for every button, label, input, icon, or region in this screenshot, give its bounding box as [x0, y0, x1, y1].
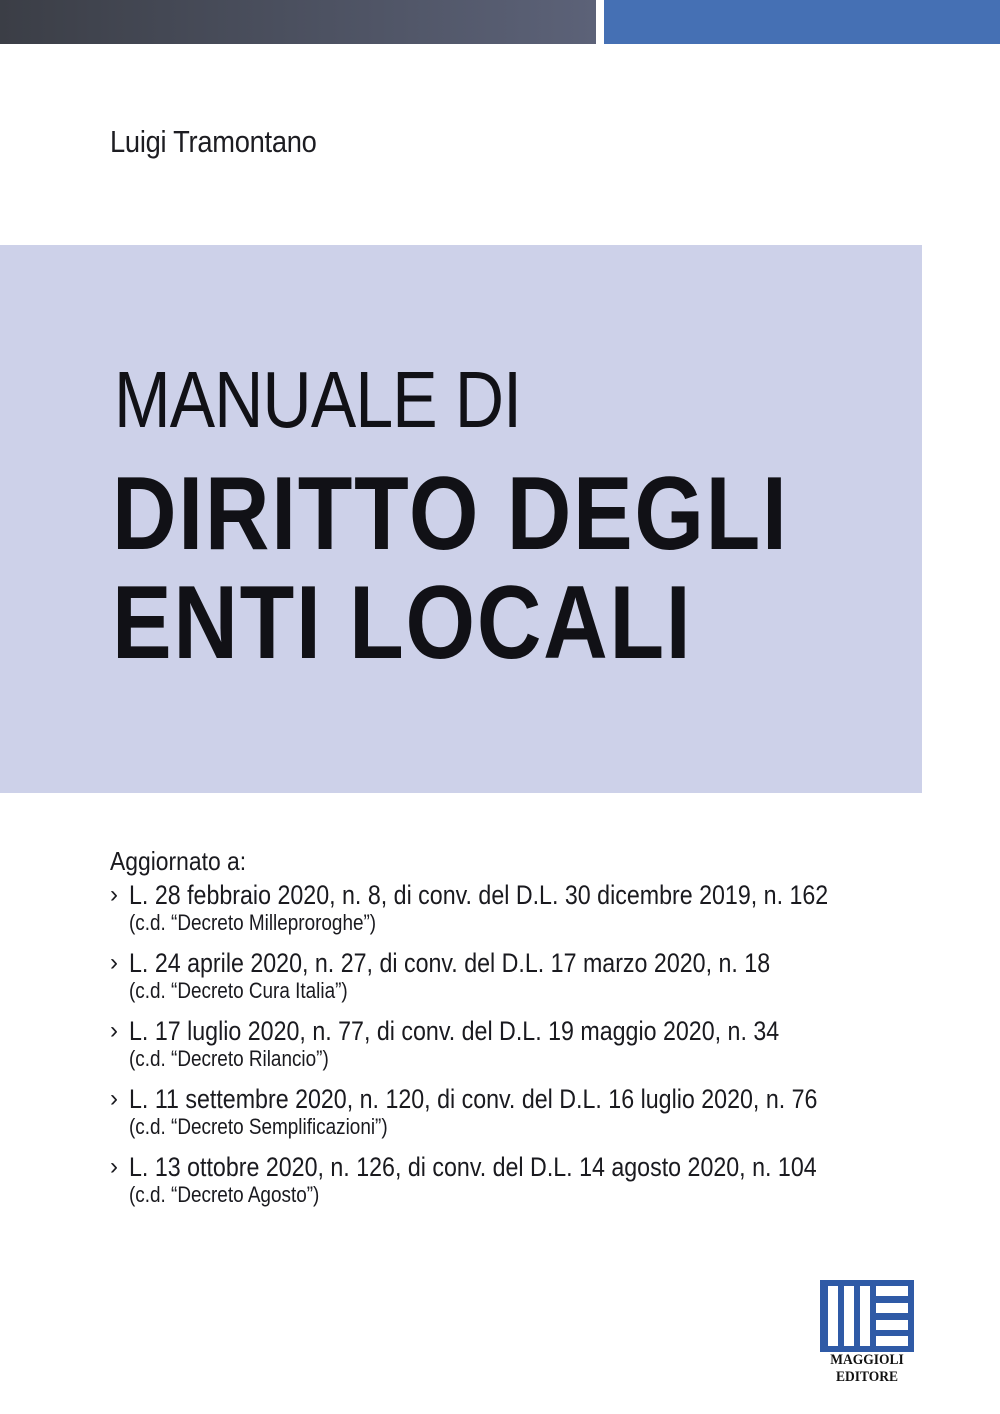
update-nickname: (c.d. “Decreto Milleproroghe”): [129, 910, 377, 935]
update-law: L. 13 ottobre 2020, n. 126, di conv. del D.L. 14 agosto 2020, n. 104: [129, 1152, 817, 1182]
update-item: [110, 948, 890, 1003]
update-law: L. 17 luglio 2020, n. 77, di conv. del D.L. 19 maggio 2020, n. 34: [129, 1016, 780, 1046]
update-item: [110, 1152, 890, 1207]
updates-section: [110, 846, 890, 1220]
chevron-right-icon: ›: [110, 949, 118, 976]
update-nickname: (c.d. “Decreto Cura Italia”): [129, 978, 348, 1003]
title-line-1: MANUALE DI: [114, 355, 522, 444]
update-law: L. 24 aprile 2020, n. 27, di conv. del D.L. 17 marzo 2020, n. 18: [129, 948, 771, 978]
publisher-name-line-1: MAGGIOLI: [830, 1352, 904, 1368]
author-name: Luigi Tramontano: [110, 124, 317, 159]
update-item: [110, 1016, 890, 1071]
top-bar-blue: [604, 0, 1000, 44]
chevron-right-icon: ›: [110, 1153, 118, 1180]
publisher-name: [808, 1352, 926, 1386]
update-nickname: (c.d. “Decreto Semplificazioni”): [129, 1114, 388, 1139]
top-bar-dark: [0, 0, 596, 44]
update-nickname: (c.d. “Decreto Rilancio”): [129, 1046, 329, 1071]
updates-heading: Aggiornato a:: [110, 846, 247, 876]
chevron-right-icon: ›: [110, 881, 118, 908]
maggioli-logo-icon: [820, 1280, 914, 1352]
chevron-right-icon: ›: [110, 1017, 118, 1044]
publisher-name-line-2: EDITORE: [835, 1369, 899, 1385]
update-item: [110, 1084, 890, 1139]
title-line-3: ENTI LOCALI: [112, 565, 693, 681]
title-line-2: DIRITTO DEGLI: [112, 456, 789, 572]
update-nickname: (c.d. “Decreto Agosto”): [129, 1182, 320, 1207]
update-list: [110, 880, 890, 1207]
chevron-right-icon: ›: [110, 1085, 118, 1112]
publisher-logo: [808, 1280, 926, 1390]
update-item: [110, 880, 890, 935]
update-law: L. 28 febbraio 2020, n. 8, di conv. del D.L. 30 dicembre 2019, n. 162: [129, 880, 829, 910]
update-law: L. 11 settembre 2020, n. 120, di conv. del D.L. 16 luglio 2020, n. 76: [129, 1084, 818, 1114]
